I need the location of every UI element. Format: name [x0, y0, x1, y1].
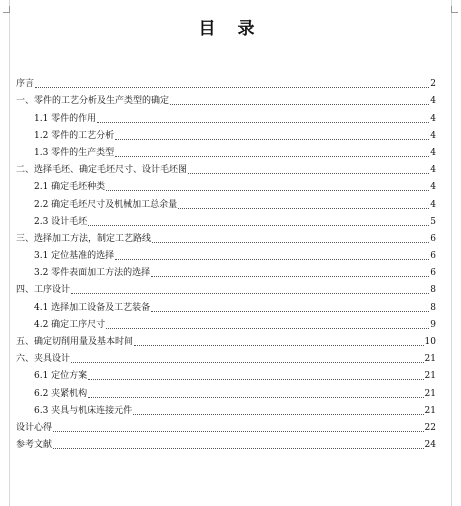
toc-dot-leader	[53, 447, 424, 449]
toc-entry-label: 序言	[16, 79, 35, 90]
toc-entry-page-number: 6	[430, 251, 436, 262]
toc-entry[interactable]	[16, 417, 436, 434]
toc-entry-page-number: 4	[430, 96, 436, 107]
toc-dot-leader	[53, 430, 424, 432]
toc-entry-page-number: 4	[430, 199, 436, 210]
toc-entry-page-number: 24	[424, 440, 436, 451]
toc-entry-page-number: 8	[430, 302, 436, 313]
toc-entry-label: 1.2 零件的工艺分析	[34, 130, 115, 141]
toc-dot-leader	[151, 310, 429, 312]
toc-entry-label: 六、夹具设计	[16, 354, 71, 365]
toc-entry-label: 设计心得	[16, 422, 53, 433]
toc-entry-page-number: 21	[424, 405, 436, 416]
toc-entry-label: 三、选择加工方法，制定工艺路线	[16, 233, 152, 244]
toc-entry-label: 一、零件的工艺分析及生产类型的确定	[16, 96, 170, 107]
toc-entry[interactable]	[16, 228, 436, 245]
toc-entry[interactable]	[16, 296, 436, 313]
toc-entry-label: 二、选择毛坯、确定毛坯尺寸、设计毛坯图	[16, 165, 188, 176]
toc-entry[interactable]	[16, 331, 436, 348]
toc-entry[interactable]	[16, 107, 436, 124]
toc-entry[interactable]	[16, 159, 436, 176]
toc-entry[interactable]	[16, 434, 436, 451]
toc-dot-leader	[106, 189, 429, 191]
toc-dot-leader	[106, 327, 429, 329]
toc-entry[interactable]	[16, 314, 436, 331]
toc-entry-page-number: 8	[430, 285, 436, 296]
toc-entry-label: 四、工序设计	[16, 285, 71, 296]
toc-entry-label: 6.1 定位方案	[34, 371, 88, 382]
toc-entry-label: 6.3 夹具与机床连接元件	[34, 405, 133, 416]
toc-entry-page-number: 4	[430, 165, 436, 176]
toc-dot-leader	[35, 86, 429, 88]
toc-entry[interactable]	[16, 73, 436, 90]
toc-entry[interactable]	[16, 176, 436, 193]
toc-entry-label: 2.1 确定毛坯种类	[34, 182, 106, 193]
toc-entry-label: 参考文献	[16, 440, 53, 451]
toc-entry-label: 1.3 零件的生产类型	[34, 147, 115, 158]
toc-dot-leader	[71, 361, 424, 363]
toc-entry-page-number: 22	[424, 422, 436, 433]
toc-entry[interactable]	[16, 211, 436, 228]
toc-entry[interactable]	[16, 245, 436, 262]
toc-dot-leader	[115, 258, 429, 260]
toc-entry-label: 6.2 夹紧机构	[34, 388, 88, 399]
toc-entry[interactable]	[16, 125, 436, 142]
toc-dot-leader	[151, 275, 429, 277]
toc-entry[interactable]	[16, 382, 436, 399]
toc-dot-leader	[188, 172, 429, 174]
document-title: 目 录	[198, 19, 263, 39]
toc-entry-label: 2.3 设计毛坯	[34, 216, 88, 227]
toc-entry[interactable]	[16, 365, 436, 382]
toc-dot-leader	[134, 344, 424, 346]
toc-dot-leader	[88, 224, 429, 226]
toc-entry-label: 五、确定切削用量及基本时间	[16, 337, 134, 347]
toc-entry-page-number: 6	[430, 233, 436, 244]
table-of-contents	[16, 73, 436, 451]
toc-entry-label: 3.1 定位基准的选择	[34, 251, 115, 262]
toc-entry[interactable]	[16, 279, 436, 296]
toc-dot-leader	[88, 378, 423, 380]
toc-entry[interactable]	[16, 348, 436, 365]
toc-dot-leader	[133, 413, 423, 415]
toc-entry-page-number: 21	[424, 371, 436, 382]
toc-dot-leader	[115, 138, 429, 140]
toc-entry-page-number: 21	[424, 354, 436, 365]
toc-dot-leader	[152, 241, 429, 243]
toc-dot-leader	[97, 121, 429, 123]
page-right-edge	[451, 0, 452, 506]
toc-entry-page-number: 5	[430, 216, 436, 227]
top-left-crop-mark	[3, 6, 10, 13]
toc-entry-page-number: 4	[430, 147, 436, 158]
toc-entry-label: 4.2 确定工序尺寸	[34, 319, 106, 330]
toc-entry-page-number: 9	[430, 319, 436, 330]
toc-entry[interactable]	[16, 90, 436, 107]
toc-dot-leader	[88, 396, 423, 398]
toc-dot-leader	[71, 292, 429, 294]
top-right-crop-mark	[451, 6, 458, 13]
toc-entry-page-number: 21	[424, 388, 436, 399]
toc-entry-page-number: 6	[430, 268, 436, 279]
toc-entry-page-number: 10	[424, 337, 436, 347]
toc-entry-page-number: 4	[430, 113, 436, 124]
page-left-edge	[9, 0, 10, 506]
toc-entry-page-number: 2	[430, 79, 436, 90]
toc-dot-leader	[115, 155, 429, 157]
toc-entry-label: 2.2 确定毛坯尺寸及机械加工总余量	[34, 199, 178, 210]
toc-entry-label: 4.1 选择加工设备及工艺装备	[34, 302, 151, 313]
toc-entry[interactable]	[16, 193, 436, 210]
toc-entry-page-number: 4	[430, 130, 436, 141]
toc-entry-label: 3.2 零件表面加工方法的选择	[34, 268, 151, 279]
toc-entry[interactable]	[16, 262, 436, 279]
toc-entry[interactable]	[16, 142, 436, 159]
toc-dot-leader	[170, 103, 429, 105]
toc-entry-page-number: 4	[430, 182, 436, 193]
toc-entry-label: 1.1 零件的作用	[34, 113, 97, 124]
toc-entry[interactable]	[16, 400, 436, 417]
toc-dot-leader	[178, 207, 429, 209]
